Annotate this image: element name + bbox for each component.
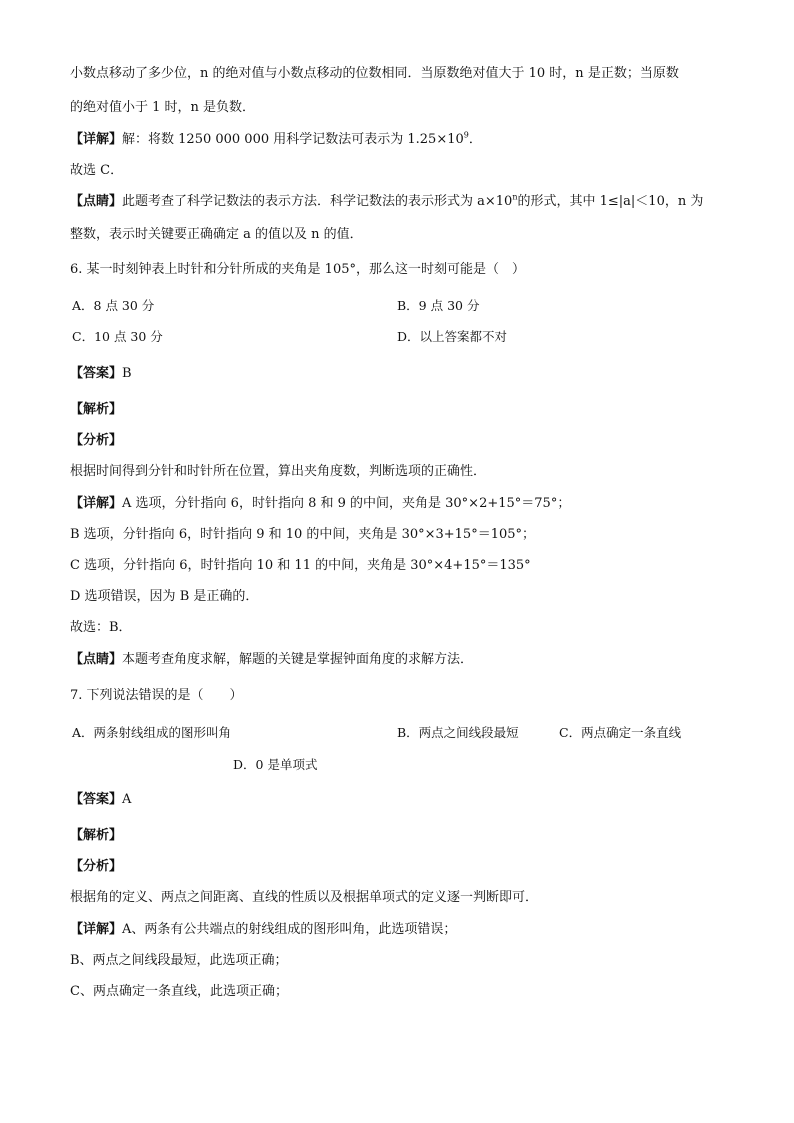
comment-tag: 【点睛】 [70, 194, 123, 209]
q6-analysis: 根据时间得到分针和时针所在位置，算出夹角度数，判断选项的正确性． [70, 464, 487, 479]
answer-tag: 【答案】 [70, 792, 123, 807]
detail-tag: 【详解】 [70, 496, 123, 511]
q6-fenxi-heading: 【分析】 [70, 433, 123, 448]
q7-jiexi-heading: 【解析】 [70, 828, 123, 843]
q6-question: 6. 某一时刻钟表上时针和分针所成的夹角是 105°，那么这一时刻可能是（ ） [70, 262, 525, 277]
comment-exponent: n [512, 192, 518, 202]
q6-detail-d: D 选项错误，因为 B 是正确的． [70, 589, 259, 604]
q6-option-a: A．8 点 30 分 [72, 298, 155, 313]
detail-a-text: A、两条有公共端点的射线组成的图形叫角，此选项错误； [122, 922, 457, 937]
intro-line-2: 的绝对值小于 1 时，n 是负数． [70, 100, 256, 115]
detail-end: ． [468, 132, 482, 147]
q7-detail-c: C、两点确定一条直线，此选项正确； [70, 984, 288, 999]
detail-text: 解：将数 1250 000 000 用科学记数法可表示为 1.25×10 [122, 132, 464, 147]
detail-tag: 【详解】 [70, 922, 123, 937]
q7-question: 7. 下列说法错误的是（ ） [70, 688, 243, 703]
q7-option-d: D．0 是单项式 [233, 757, 318, 772]
q5-detail [70, 130, 482, 150]
detail-tag: 【详解】 [70, 132, 123, 147]
comment-tag: 【点睛】 [70, 652, 123, 667]
q7-fenxi-heading: 【分析】 [70, 859, 123, 874]
detail-exponent: 9 [463, 130, 469, 140]
q6-option-b: B．9 点 30 分 [397, 298, 480, 313]
q7-option-b: B．两点之间线段最短 [397, 725, 519, 740]
q5-comment [70, 192, 703, 212]
q6-choose: 故选：B． [70, 620, 132, 635]
q7-option-a: A．两条射线组成的图形叫角 [72, 725, 232, 740]
intro-line-1: 小数点移动了多少位，n 的绝对值与小数点移动的位数相同．当原数绝对值大于 10 时，n 是正数；当原数 [70, 66, 679, 81]
q7-answer [70, 790, 131, 810]
q5-comment-line-2: 整数，表示时关键要正确确定 a 的值以及 n 的值． [70, 227, 363, 242]
q7-detail-b: B、两点之间线段最短，此选项正确； [70, 953, 288, 968]
q7-detail-a [70, 920, 456, 940]
comment-text-a: 此题考查了科学记数法的表示方法．科学记数法的表示形式为 a×10 [122, 194, 513, 209]
q6-detail-c: C 选项，分针指向 6，时针指向 10 和 11 的中间，夹角是 30°×4+15°＝135° [70, 558, 531, 573]
q7-option-c: C．两点确定一条直线 [559, 725, 682, 740]
q7-analysis: 根据角的定义、两点之间距离、直线的性质以及根据单项式的定义逐一判断即可． [70, 890, 539, 905]
q6-option-c: C．10 点 30 分 [72, 329, 163, 344]
q6-detail-b: B 选项，分针指向 6，时针指向 9 和 10 的中间，夹角是 30°×3+15°＝105°； [70, 527, 536, 542]
q6-answer [70, 364, 132, 384]
answer-value: A [122, 792, 132, 807]
answer-value: B [122, 366, 132, 381]
answer-tag: 【答案】 [70, 366, 123, 381]
q6-comment [70, 650, 473, 670]
q6-jiexi-heading: 【解析】 [70, 402, 123, 417]
q6-option-d: D．以上答案都不对 [397, 329, 508, 344]
comment-text: 本题考查角度求解，解题的关键是掌握钟面角度的求解方法． [122, 652, 474, 667]
q5-choose: 故选 C． [70, 163, 124, 178]
detail-a-text: A 选项，分针指向 6，时针指向 8 和 9 的中间，夹角是 30°×2+15°＝75°； [122, 496, 571, 511]
q6-detail-a [70, 494, 570, 514]
comment-text-b: 的形式，其中 1≤|a|＜10，n 为 [517, 194, 704, 209]
